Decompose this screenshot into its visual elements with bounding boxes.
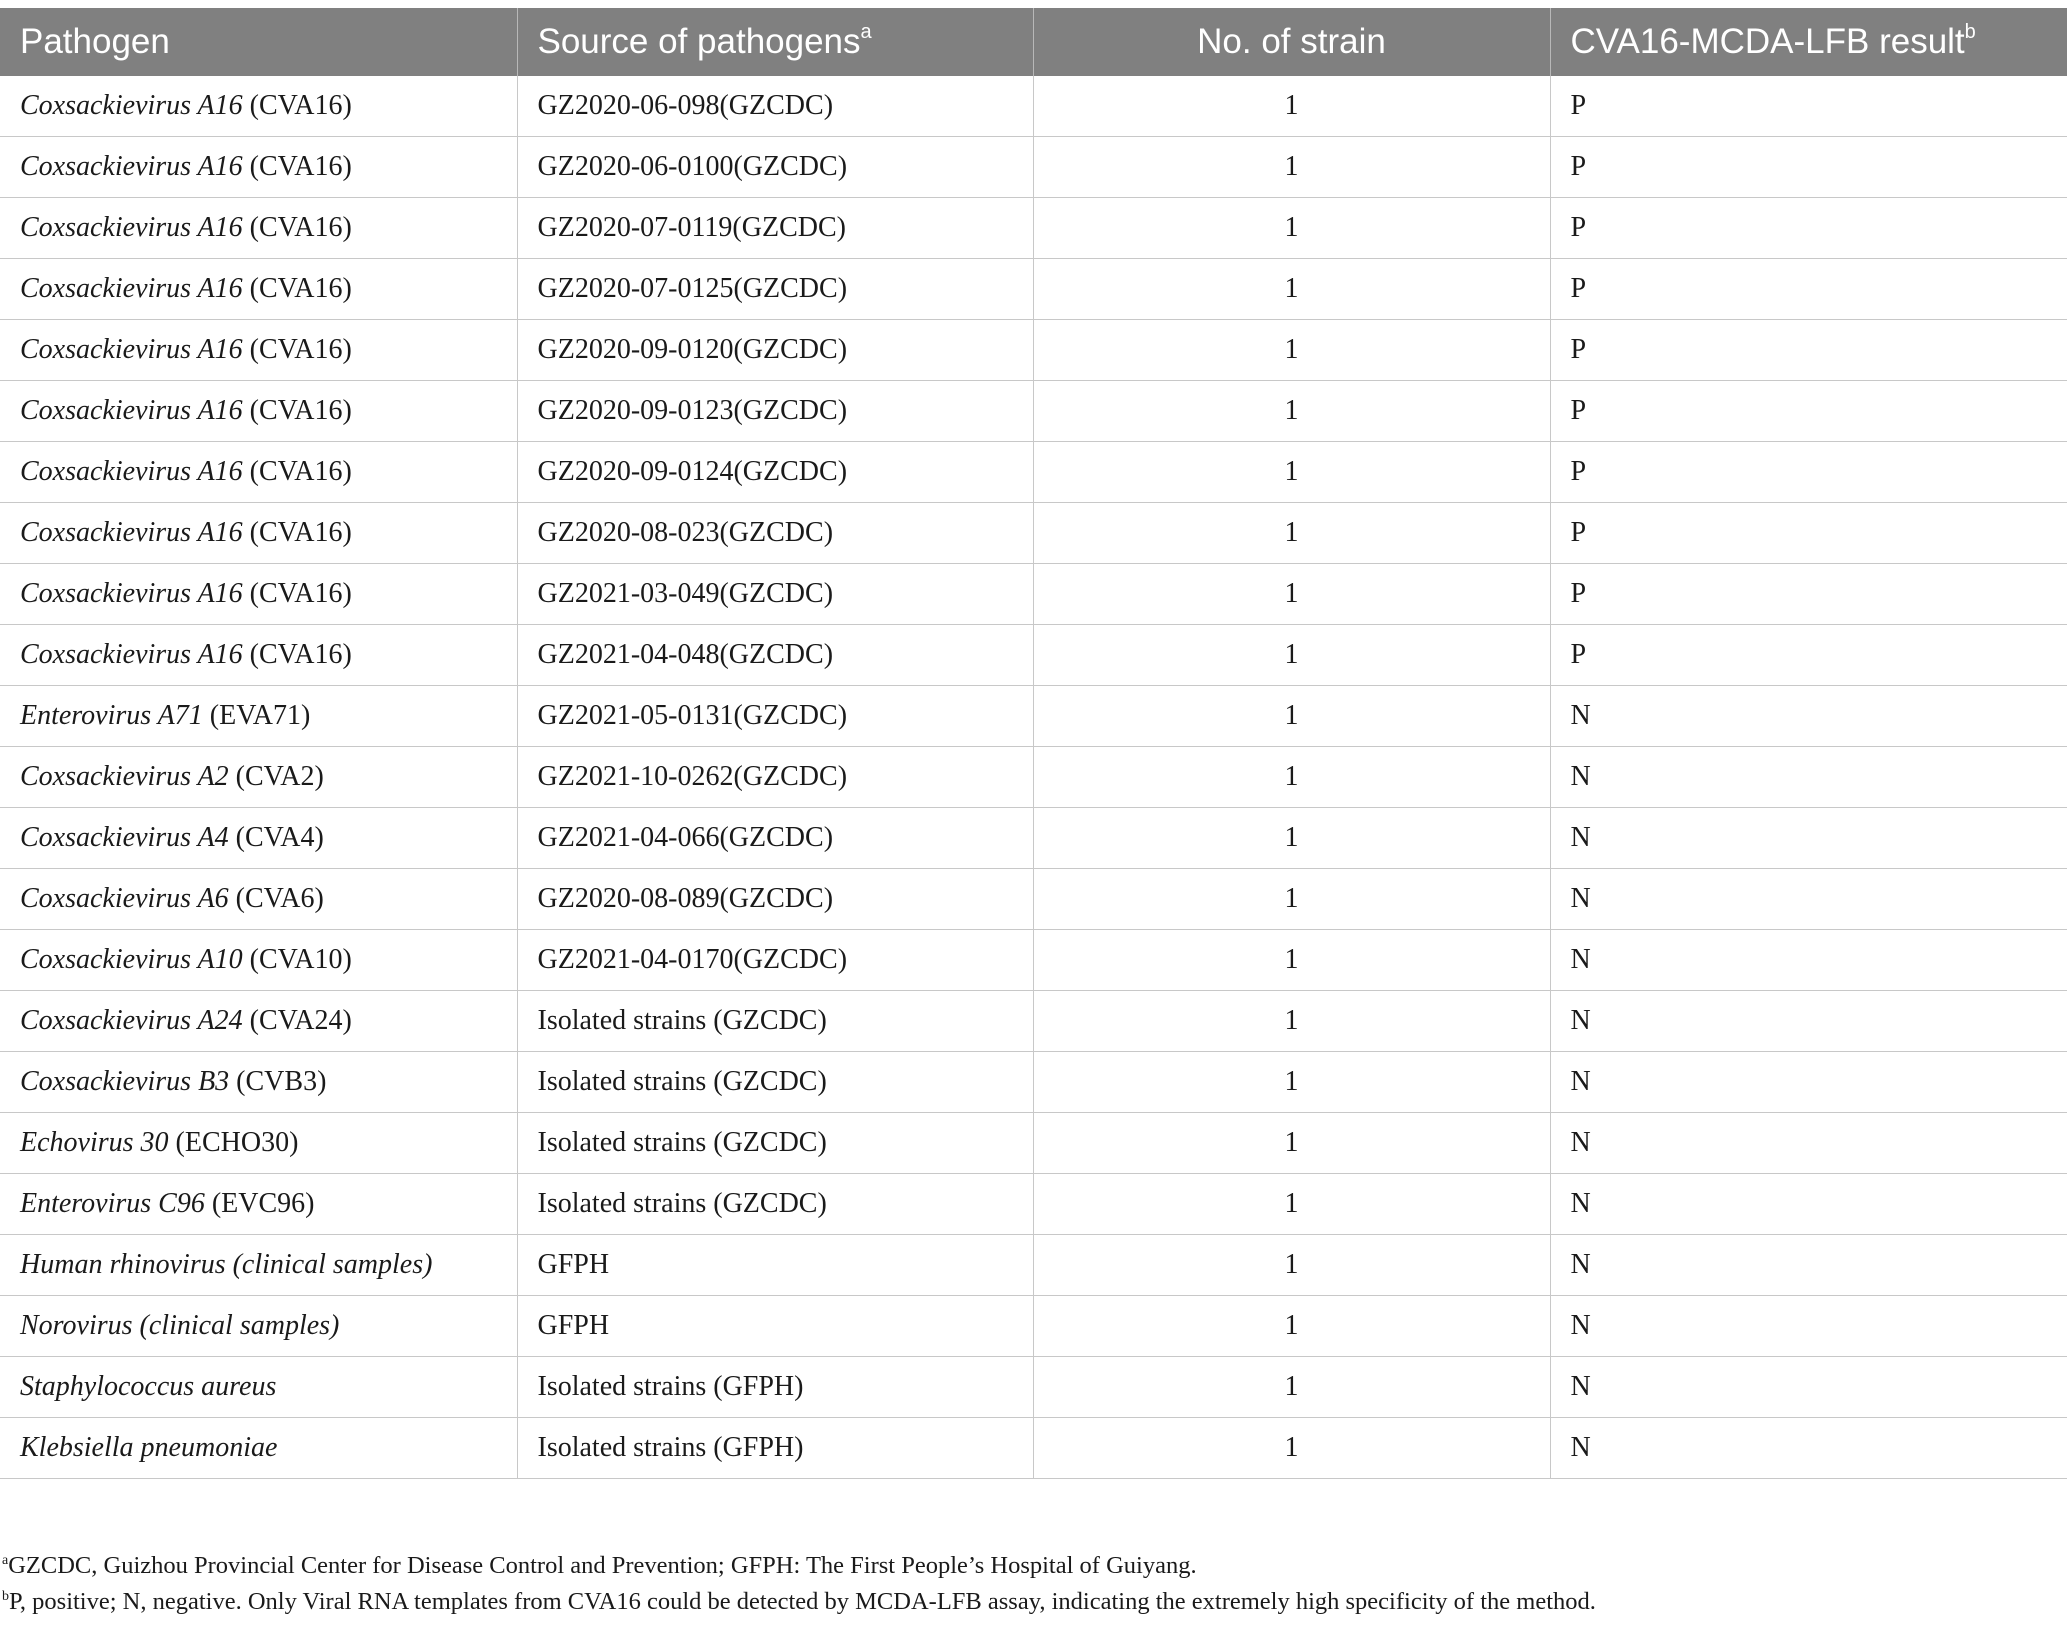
table-row <box>0 869 2067 930</box>
source-cell: Isolated strains (GFPH) <box>517 1418 1033 1479</box>
table-row <box>0 1418 2067 1479</box>
result-cell: P <box>1550 503 2067 564</box>
header-source-footnote-mark: a <box>860 21 872 43</box>
header-result-label: CVA16-MCDA-LFB result <box>1570 22 1965 61</box>
pathogen-cell <box>0 869 517 930</box>
result-cell: N <box>1550 1235 2067 1296</box>
table-row <box>0 991 2067 1052</box>
strain-count-cell: 1 <box>1033 808 1550 869</box>
source-cell: Isolated strains (GZCDC) <box>517 1174 1033 1235</box>
strain-count-cell: 1 <box>1033 625 1550 686</box>
result-cell: P <box>1550 625 2067 686</box>
table-row <box>0 1296 2067 1357</box>
pathogen-abbreviation: (CVA16) <box>242 212 352 243</box>
pathogen-abbreviation: (CVA16) <box>242 395 352 426</box>
strain-count-cell: 1 <box>1033 442 1550 503</box>
header-row <box>0 8 2067 76</box>
result-cell: P <box>1550 320 2067 381</box>
source-cell: GFPH <box>517 1235 1033 1296</box>
table-row <box>0 1235 2067 1296</box>
source-cell: GZ2020-08-089(GZCDC) <box>517 869 1033 930</box>
pathogen-cell <box>0 1174 517 1235</box>
source-cell: GFPH <box>517 1296 1033 1357</box>
pathogen-cell <box>0 137 517 198</box>
table-row <box>0 1174 2067 1235</box>
strain-count-cell: 1 <box>1033 320 1550 381</box>
result-cell: P <box>1550 198 2067 259</box>
pathogen-name-italic: Coxsackievirus A16 <box>20 578 243 609</box>
table-row <box>0 625 2067 686</box>
pathogen-abbreviation: (CVA16) <box>242 151 352 182</box>
pathogen-abbreviation: (CVA2) <box>228 761 324 792</box>
table-row <box>0 1357 2067 1418</box>
source-cell: GZ2020-09-0124(GZCDC) <box>517 442 1033 503</box>
pathogen-abbreviation: (CVA10) <box>242 944 352 975</box>
pathogen-name-italic: Coxsackievirus A16 <box>20 90 243 121</box>
pathogen-abbreviation: (CVA24) <box>242 1005 352 1036</box>
pathogen-name-italic: Klebsiella pneumoniae <box>20 1432 278 1463</box>
pathogen-abbreviation: (EVC96) <box>204 1188 315 1219</box>
source-cell: Isolated strains (GZCDC) <box>517 991 1033 1052</box>
header-pathogen-label: Pathogen <box>20 22 170 61</box>
strain-count-cell: 1 <box>1033 259 1550 320</box>
pathogen-name-italic: Coxsackievirus A16 <box>20 456 243 487</box>
pathogen-name-italic: Staphylococcus aureus <box>20 1371 277 1402</box>
result-cell: P <box>1550 259 2067 320</box>
pathogen-cell <box>0 1113 517 1174</box>
pathogen-name-italic: Coxsackievirus A4 <box>20 822 229 853</box>
pathogen-name-italic: Coxsackievirus A16 <box>20 273 243 304</box>
pathogen-cell <box>0 625 517 686</box>
source-cell: Isolated strains (GZCDC) <box>517 1113 1033 1174</box>
source-cell: GZ2020-08-023(GZCDC) <box>517 503 1033 564</box>
table-row <box>0 1052 2067 1113</box>
pathogen-name-italic: Coxsackievirus A16 <box>20 395 243 426</box>
header-source <box>517 8 1033 76</box>
pathogen-name-italic: Coxsackievirus A16 <box>20 334 243 365</box>
pathogen-abbreviation: (CVA16) <box>242 456 352 487</box>
source-cell: GZ2021-03-049(GZCDC) <box>517 564 1033 625</box>
pathogen-abbreviation: (CVB3) <box>229 1066 327 1097</box>
result-cell: N <box>1550 1052 2067 1113</box>
table-row <box>0 259 2067 320</box>
strain-count-cell: 1 <box>1033 1296 1550 1357</box>
strain-count-cell: 1 <box>1033 1052 1550 1113</box>
header-result-footnote-mark: b <box>1964 21 1976 43</box>
pathogen-cell <box>0 76 517 137</box>
header-pathogen <box>0 8 517 76</box>
source-cell: GZ2020-07-0125(GZCDC) <box>517 259 1033 320</box>
footnote-a-mark: a <box>2 1553 9 1568</box>
pathogen-name-italic: Norovirus (clinical samples) <box>20 1310 340 1341</box>
source-cell: GZ2020-07-0119(GZCDC) <box>517 198 1033 259</box>
pathogen-name-italic: Coxsackievirus A24 <box>20 1005 243 1036</box>
source-cell: GZ2021-04-0170(GZCDC) <box>517 930 1033 991</box>
pathogen-cell <box>0 1296 517 1357</box>
result-cell: P <box>1550 564 2067 625</box>
table-row <box>0 686 2067 747</box>
result-cell: P <box>1550 442 2067 503</box>
strain-count-cell: 1 <box>1033 76 1550 137</box>
pathogen-name-italic: Coxsackievirus A10 <box>20 944 243 975</box>
strain-count-cell: 1 <box>1033 747 1550 808</box>
result-cell: P <box>1550 137 2067 198</box>
header-strain-label: No. of strain <box>1197 22 1386 61</box>
strain-count-cell: 1 <box>1033 137 1550 198</box>
strain-count-cell: 1 <box>1033 1418 1550 1479</box>
result-cell: P <box>1550 381 2067 442</box>
result-cell: N <box>1550 1296 2067 1357</box>
strain-count-cell: 1 <box>1033 381 1550 442</box>
result-cell: N <box>1550 1418 2067 1479</box>
pathogen-cell <box>0 381 517 442</box>
result-cell: N <box>1550 869 2067 930</box>
source-cell: GZ2020-06-0100(GZCDC) <box>517 137 1033 198</box>
pathogen-cell <box>0 320 517 381</box>
pathogen-name-italic: Coxsackievirus A2 <box>20 761 229 792</box>
table-row <box>0 1113 2067 1174</box>
result-cell: N <box>1550 686 2067 747</box>
footnote-b <box>2 1584 1596 1620</box>
pathogen-cell <box>0 1357 517 1418</box>
pathogen-name-italic: Coxsackievirus A6 <box>20 883 229 914</box>
pathogen-abbreviation: (ECHO30) <box>168 1127 299 1158</box>
pathogen-abbreviation: (CVA16) <box>242 334 352 365</box>
strain-count-cell: 1 <box>1033 1235 1550 1296</box>
result-cell: P <box>1550 76 2067 137</box>
strain-count-cell: 1 <box>1033 198 1550 259</box>
pathogen-abbreviation: (CVA6) <box>228 883 324 914</box>
footnote-a-text: GZCDC, Guizhou Provincial Center for Disease Control and Prevention; GFPH: The First People’s Hospital of Guiyang. <box>8 1552 1197 1579</box>
specificity-table <box>0 8 2067 1479</box>
source-cell: Isolated strains (GFPH) <box>517 1357 1033 1418</box>
strain-count-cell: 1 <box>1033 991 1550 1052</box>
table-row <box>0 808 2067 869</box>
pathogen-cell <box>0 259 517 320</box>
footnote-b-mark: b <box>2 1589 9 1604</box>
header-result <box>1550 8 2067 76</box>
pathogen-abbreviation: (CVA16) <box>242 639 352 670</box>
table-row <box>0 747 2067 808</box>
pathogen-name-italic: Coxsackievirus A16 <box>20 151 243 182</box>
source-cell: GZ2021-04-066(GZCDC) <box>517 808 1033 869</box>
strain-count-cell: 1 <box>1033 1357 1550 1418</box>
strain-count-cell: 1 <box>1033 564 1550 625</box>
table-header <box>0 8 2067 76</box>
table-row <box>0 137 2067 198</box>
header-source-label: Source of pathogens <box>537 22 861 61</box>
table-body <box>0 76 2067 1479</box>
source-cell: GZ2021-05-0131(GZCDC) <box>517 686 1033 747</box>
table-row <box>0 198 2067 259</box>
result-cell: N <box>1550 930 2067 991</box>
pathogen-name-italic: Human rhinovirus (clinical samples) <box>20 1249 433 1280</box>
table-row <box>0 564 2067 625</box>
table-row <box>0 503 2067 564</box>
source-cell: GZ2021-10-0262(GZCDC) <box>517 747 1033 808</box>
footnote-a <box>2 1548 1596 1584</box>
source-cell: GZ2021-04-048(GZCDC) <box>517 625 1033 686</box>
result-cell: N <box>1550 991 2067 1052</box>
pathogen-cell <box>0 442 517 503</box>
table-row <box>0 320 2067 381</box>
pathogen-abbreviation: (CVA16) <box>242 578 352 609</box>
strain-count-cell: 1 <box>1033 503 1550 564</box>
pathogen-name-italic: Coxsackievirus A16 <box>20 517 243 548</box>
pathogen-cell <box>0 1052 517 1113</box>
source-cell: GZ2020-09-0120(GZCDC) <box>517 320 1033 381</box>
table-row <box>0 930 2067 991</box>
pathogen-abbreviation: (CVA16) <box>242 273 352 304</box>
result-cell: N <box>1550 747 2067 808</box>
pathogen-cell <box>0 930 517 991</box>
pathogen-name-italic: Coxsackievirus A16 <box>20 639 243 670</box>
pathogen-name-italic: Coxsackievirus B3 <box>20 1066 230 1097</box>
source-cell: Isolated strains (GZCDC) <box>517 1052 1033 1113</box>
strain-count-cell: 1 <box>1033 869 1550 930</box>
pathogen-name-italic: Enterovirus A71 <box>20 700 203 731</box>
source-cell: GZ2020-06-098(GZCDC) <box>517 76 1033 137</box>
pathogen-name-italic: Enterovirus C96 <box>20 1188 205 1219</box>
result-cell: N <box>1550 1113 2067 1174</box>
pathogen-cell <box>0 1235 517 1296</box>
pathogen-cell <box>0 198 517 259</box>
strain-count-cell: 1 <box>1033 930 1550 991</box>
strain-count-cell: 1 <box>1033 686 1550 747</box>
table-row <box>0 381 2067 442</box>
result-cell: N <box>1550 1174 2067 1235</box>
pathogen-abbreviation: (CVA4) <box>228 822 324 853</box>
pathogen-cell <box>0 564 517 625</box>
table-row <box>0 442 2067 503</box>
specificity-table-container <box>0 8 2067 1479</box>
footnotes <box>2 1548 1596 1620</box>
pathogen-cell <box>0 808 517 869</box>
result-cell: N <box>1550 808 2067 869</box>
pathogen-abbreviation: (EVA71) <box>202 700 311 731</box>
source-cell: GZ2020-09-0123(GZCDC) <box>517 381 1033 442</box>
pathogen-abbreviation: (CVA16) <box>242 90 352 121</box>
pathogen-cell <box>0 503 517 564</box>
pathogen-cell <box>0 991 517 1052</box>
pathogen-abbreviation: (CVA16) <box>242 517 352 548</box>
table-row <box>0 76 2067 137</box>
pathogen-cell <box>0 686 517 747</box>
footnote-b-text: P, positive; N, negative. Only Viral RNA templates from CVA16 could be detected by MCDA-LFB assay, indicating the extremely high specificity of the method. <box>9 1588 1596 1615</box>
header-strain <box>1033 8 1550 76</box>
strain-count-cell: 1 <box>1033 1174 1550 1235</box>
strain-count-cell: 1 <box>1033 1113 1550 1174</box>
pathogen-cell <box>0 747 517 808</box>
pathogen-cell <box>0 1418 517 1479</box>
pathogen-name-italic: Coxsackievirus A16 <box>20 212 243 243</box>
pathogen-name-italic: Echovirus 30 <box>20 1127 169 1158</box>
result-cell: N <box>1550 1357 2067 1418</box>
